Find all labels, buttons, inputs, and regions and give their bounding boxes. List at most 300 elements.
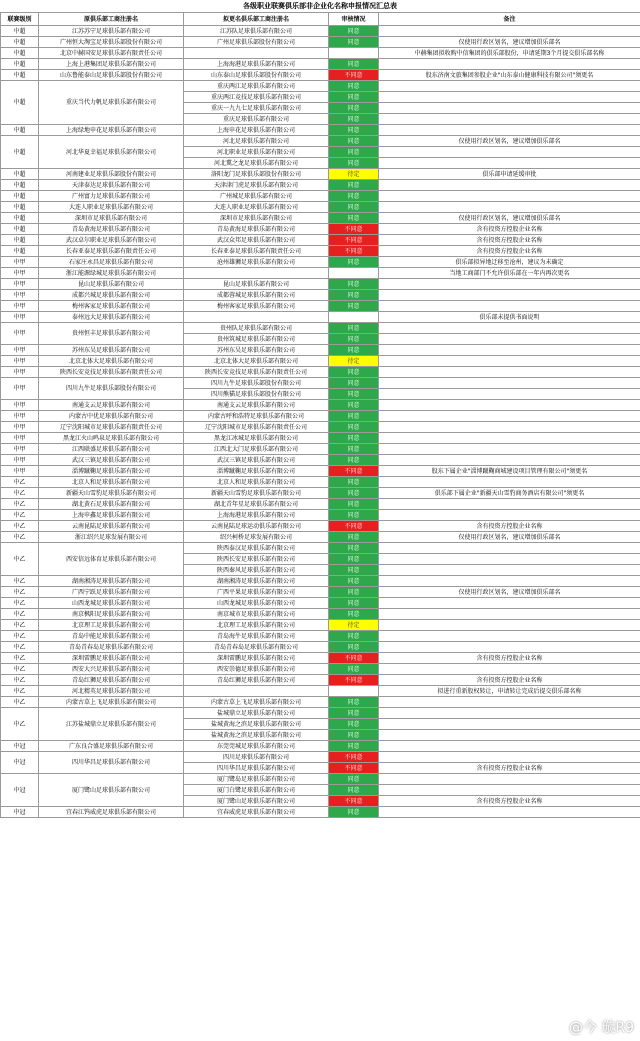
cell-new-name: 陕西秦风足球俱乐部有限公司 bbox=[184, 565, 329, 576]
cell-original-name: 北京北体大足球俱乐部有限公司 bbox=[39, 356, 184, 367]
cell-status: 同意 bbox=[329, 103, 379, 114]
cell-note bbox=[379, 598, 640, 609]
cell-note bbox=[379, 664, 640, 675]
cell-note: 仅使用行政区划名，建议增加俱乐部名 bbox=[379, 587, 640, 598]
cell-note: 含有投资方控股企业名称 bbox=[379, 246, 640, 257]
cell-level: 中超 bbox=[1, 180, 39, 191]
cell-status: 同意 bbox=[329, 532, 379, 543]
cell-new-name: 山西龙城足球俱乐部有限公司 bbox=[184, 598, 329, 609]
table-row bbox=[1, 257, 640, 268]
cell-note bbox=[379, 411, 640, 422]
cell-note bbox=[379, 422, 640, 433]
cell-note bbox=[379, 114, 640, 125]
table-row bbox=[1, 345, 640, 356]
cell-note: 含有投资方控股企业名称 bbox=[379, 521, 640, 532]
cell-note bbox=[379, 807, 640, 818]
cell-status: 不同意 bbox=[329, 235, 379, 246]
cell-note: 仅使用行政区划名，建议增加俱乐部名 bbox=[379, 37, 640, 48]
table-row bbox=[1, 741, 640, 752]
cell-level: 中甲 bbox=[1, 466, 39, 477]
cell-level: 中甲 bbox=[1, 433, 39, 444]
cell-new-name: 陕西长安竞技足球俱乐部有限责任公司 bbox=[184, 367, 329, 378]
cell-new-name: 河北冀之龙足球俱乐部有限公司 bbox=[184, 158, 329, 169]
cell-note bbox=[379, 499, 640, 510]
cell-level: 中超 bbox=[1, 191, 39, 202]
cell-new-name: 盐城鼎立足球俱乐部有限公司 bbox=[184, 708, 329, 719]
cell-note bbox=[379, 609, 640, 620]
table-row bbox=[1, 213, 640, 224]
cell-level: 中乙 bbox=[1, 576, 39, 587]
cell-note: 股东下属企业"淄博蹴鞠商城建设项目管理有限公司"须更名 bbox=[379, 466, 640, 477]
cell-note bbox=[379, 774, 640, 785]
cell-new-name: 上海海港足球俱乐部有限公司 bbox=[184, 510, 329, 521]
table-row bbox=[1, 576, 640, 587]
cell-level: 中超 bbox=[1, 70, 39, 81]
cell-note bbox=[379, 323, 640, 334]
cell-new-name: 深圳雷鹏足球俱乐部有限公司 bbox=[184, 653, 329, 664]
table-row bbox=[1, 444, 640, 455]
cell-status: 同意 bbox=[329, 191, 379, 202]
cell-note bbox=[379, 400, 640, 411]
cell-original-name: 四川九牛足球俱乐部股份有限公司 bbox=[39, 378, 184, 400]
cell-note bbox=[379, 301, 640, 312]
cell-new-name: 厦门白鹭足球俱乐部有限公司 bbox=[184, 785, 329, 796]
cell-status: 同意 bbox=[329, 433, 379, 444]
cell-level: 中乙 bbox=[1, 686, 39, 697]
watermark: @今 璇R9 bbox=[568, 1020, 634, 1036]
cell-original-name: 成都兴城足球俱乐部有限公司 bbox=[39, 290, 184, 301]
cell-status: 同意 bbox=[329, 664, 379, 675]
cell-status: 待定 bbox=[329, 620, 379, 631]
cell-note bbox=[379, 356, 640, 367]
header-original-name: 原俱乐部工商注册名 bbox=[39, 13, 184, 26]
table-row bbox=[1, 653, 640, 664]
cell-level: 中乙 bbox=[1, 631, 39, 642]
cell-level: 中超 bbox=[1, 59, 39, 70]
cell-status: 同意 bbox=[329, 180, 379, 191]
cell-original-name: 江苏盐城鼎立足球俱乐部有限公司 bbox=[39, 708, 184, 741]
cell-new-name: 洛阳龙门足球俱乐部股份有限公司 bbox=[184, 169, 329, 180]
cell-original-name: 山西龙城足球俱乐部有限公司 bbox=[39, 598, 184, 609]
cell-level: 中甲 bbox=[1, 290, 39, 301]
cell-note bbox=[379, 92, 640, 103]
cell-status: 同意 bbox=[329, 114, 379, 125]
table-row bbox=[1, 587, 640, 598]
table-row bbox=[1, 81, 640, 92]
cell-note bbox=[379, 697, 640, 708]
cell-note bbox=[379, 730, 640, 741]
table-header-row bbox=[1, 13, 640, 26]
cell-original-name: 西安信远体育足球俱乐部有限公司 bbox=[39, 543, 184, 576]
cell-new-name: 南通支云足球俱乐部有限公司 bbox=[184, 400, 329, 411]
cell-status: 同意 bbox=[329, 59, 379, 70]
cell-original-name: 青岛中能足球俱乐部有限公司 bbox=[39, 631, 184, 642]
table-row bbox=[1, 323, 640, 334]
cell-new-name: 重庆足球俱乐部有限公司 bbox=[184, 114, 329, 125]
cell-new-name: 上海申花足球俱乐部有限公司 bbox=[184, 125, 329, 136]
cell-original-name: 湖南湘涛足球俱乐部有限公司 bbox=[39, 576, 184, 587]
cell-level: 中甲 bbox=[1, 378, 39, 400]
cell-new-name: 昆山足球俱乐部有限公司 bbox=[184, 279, 329, 290]
cell-original-name: 青岛黄海足球俱乐部有限公司 bbox=[39, 224, 184, 235]
table-row bbox=[1, 37, 640, 48]
table-row bbox=[1, 609, 640, 620]
cell-level: 中乙 bbox=[1, 598, 39, 609]
cell-new-name: 南京城市足球俱乐部有限公司 bbox=[184, 609, 329, 620]
cell-status: 同意 bbox=[329, 400, 379, 411]
cell-status: 同意 bbox=[329, 785, 379, 796]
cell-original-name: 山东鲁能泰山足球俱乐部股份有限公司 bbox=[39, 70, 184, 81]
cell-status: 同意 bbox=[329, 730, 379, 741]
cell-status: 同意 bbox=[329, 554, 379, 565]
cell-level: 中乙 bbox=[1, 499, 39, 510]
cell-level: 中超 bbox=[1, 48, 39, 59]
cell-note bbox=[379, 147, 640, 158]
cell-note bbox=[379, 103, 640, 114]
table-row bbox=[1, 708, 640, 719]
cell-level: 中甲 bbox=[1, 312, 39, 323]
cell-new-name bbox=[184, 48, 329, 59]
table-row bbox=[1, 521, 640, 532]
cell-status: 同意 bbox=[329, 565, 379, 576]
cell-new-name: 北京人和足球俱乐部有限公司 bbox=[184, 477, 329, 488]
cell-status: 同意 bbox=[329, 125, 379, 136]
cell-original-name: 北京中赫国安足球俱乐部有限责任公司 bbox=[39, 48, 184, 59]
cell-new-name: 重庆两江足球俱乐部有限公司 bbox=[184, 81, 329, 92]
cell-note bbox=[379, 26, 640, 37]
table-row bbox=[1, 378, 640, 389]
cell-original-name: 长春亚泰足球俱乐部有限责任公司 bbox=[39, 246, 184, 257]
cell-original-name: 深圳市足球俱乐部有限公司 bbox=[39, 213, 184, 224]
table-row bbox=[1, 411, 640, 422]
cell-note bbox=[379, 719, 640, 730]
cell-status: 同意 bbox=[329, 741, 379, 752]
cell-level: 中乙 bbox=[1, 664, 39, 675]
cell-level: 中超 bbox=[1, 81, 39, 125]
cell-status: 同意 bbox=[329, 444, 379, 455]
table-row bbox=[1, 455, 640, 466]
cell-new-name: 江西北大门足球俱乐部有限公司 bbox=[184, 444, 329, 455]
cell-note: 含有投资方控股企业名称 bbox=[379, 763, 640, 774]
cell-level: 中甲 bbox=[1, 444, 39, 455]
cell-status: 不同意 bbox=[329, 653, 379, 664]
cell-status: 同意 bbox=[329, 378, 379, 389]
cell-status: 同意 bbox=[329, 411, 379, 422]
cell-new-name: 内蒙古草上飞足球俱乐部有限公司 bbox=[184, 697, 329, 708]
table-row bbox=[1, 642, 640, 653]
cell-original-name: 武汉三镇足球俱乐部有限公司 bbox=[39, 455, 184, 466]
cell-new-name: 广西平果足球俱乐部有限公司 bbox=[184, 587, 329, 598]
cell-level: 中乙 bbox=[1, 675, 39, 686]
cell-status: 同意 bbox=[329, 158, 379, 169]
cell-level: 中乙 bbox=[1, 488, 39, 499]
cell-level: 中甲 bbox=[1, 400, 39, 411]
cell-level: 中冠 bbox=[1, 807, 39, 818]
cell-status: 不同意 bbox=[329, 224, 379, 235]
table-row bbox=[1, 675, 640, 686]
cell-note bbox=[379, 785, 640, 796]
table-row bbox=[1, 70, 640, 81]
cell-note: 仅使用行政区划名，建议增加俱乐部名 bbox=[379, 532, 640, 543]
cell-status: 同意 bbox=[329, 334, 379, 345]
cell-level: 中超 bbox=[1, 246, 39, 257]
cell-new-name: 北京理工足球俱乐部有限公司 bbox=[184, 620, 329, 631]
cell-status: 同意 bbox=[329, 213, 379, 224]
cell-note bbox=[379, 455, 640, 466]
cell-status: 同意 bbox=[329, 543, 379, 554]
cell-level: 中乙 bbox=[1, 532, 39, 543]
cell-new-name: 四川华昌足球俱乐部有限公司 bbox=[184, 763, 329, 774]
table-row bbox=[1, 664, 640, 675]
cell-level: 中甲 bbox=[1, 268, 39, 279]
cell-original-name: 上海申鑫足球俱乐部有限公司 bbox=[39, 510, 184, 521]
cell-new-name: 贵州筑城足球俱乐部有限公司 bbox=[184, 334, 329, 345]
cell-original-name: 泰州远大足球俱乐部有限公司 bbox=[39, 312, 184, 323]
cell-new-name: 北京北体大足球俱乐部有限公司 bbox=[184, 356, 329, 367]
cell-status: 不同意 bbox=[329, 521, 379, 532]
cell-original-name: 上海上港集团足球俱乐部有限公司 bbox=[39, 59, 184, 70]
cell-new-name: 广州城足球俱乐部有限公司 bbox=[184, 191, 329, 202]
cell-status: 同意 bbox=[329, 323, 379, 334]
cell-level: 中冠 bbox=[1, 774, 39, 807]
cell-new-name: 陕西泰汉足球俱乐部有限公司 bbox=[184, 543, 329, 554]
cell-note: 俱乐部下属企业"新疆天山雪豹商务酒店有限公司"须更名 bbox=[379, 488, 640, 499]
cell-level: 中乙 bbox=[1, 697, 39, 708]
cell-status: 不同意 bbox=[329, 796, 379, 807]
cell-level: 中超 bbox=[1, 213, 39, 224]
cell-original-name: 重庆当代力帆足球俱乐部有限公司 bbox=[39, 81, 184, 125]
cell-note bbox=[379, 125, 640, 136]
cell-status: 不同意 bbox=[329, 246, 379, 257]
cell-level: 中乙 bbox=[1, 543, 39, 576]
cell-status: 同意 bbox=[329, 576, 379, 587]
cell-original-name: 江西联盛足球俱乐部有限公司 bbox=[39, 444, 184, 455]
cell-new-name: 深圳市足球俱乐部有限公司 bbox=[184, 213, 329, 224]
cell-new-name: 沧州雄狮足球俱乐部有限公司 bbox=[184, 257, 329, 268]
cell-status: 同意 bbox=[329, 609, 379, 620]
cell-new-name: 湖北青年星足球俱乐部有限公司 bbox=[184, 499, 329, 510]
cell-new-name: 四川九牛足球俱乐部股份有限公司 bbox=[184, 378, 329, 389]
cell-note bbox=[379, 565, 640, 576]
cell-note bbox=[379, 642, 640, 653]
cell-note: 俱乐部申请延缓审批 bbox=[379, 169, 640, 180]
table-row bbox=[1, 235, 640, 246]
cell-level: 中超 bbox=[1, 26, 39, 37]
cell-level: 中甲 bbox=[1, 455, 39, 466]
table-row bbox=[1, 279, 640, 290]
table-row bbox=[1, 301, 640, 312]
table-row bbox=[1, 290, 640, 301]
cell-new-name: 东莞莞城足球俱乐部有限公司 bbox=[184, 741, 329, 752]
cell-note bbox=[379, 378, 640, 389]
cell-status: 同意 bbox=[329, 202, 379, 213]
cell-original-name: 梅州客家足球俱乐部有限公司 bbox=[39, 301, 184, 312]
cell-level: 中超 bbox=[1, 169, 39, 180]
table-row bbox=[1, 136, 640, 147]
cell-new-name: 辽宁沈阳城市足球俱乐部有限责任公司 bbox=[184, 422, 329, 433]
cell-original-name: 石家庄永昌足球俱乐部有限公司 bbox=[39, 257, 184, 268]
cell-level: 中超 bbox=[1, 125, 39, 136]
cell-original-name: 云南昆陆足球俱乐部有限公司 bbox=[39, 521, 184, 532]
table-row bbox=[1, 312, 640, 323]
cell-new-name: 长春亚泰足球俱乐部有限责任公司 bbox=[184, 246, 329, 257]
cell-original-name: 河南建业足球俱乐部股份有限公司 bbox=[39, 169, 184, 180]
cell-new-name: 大连人职业足球俱乐部有限公司 bbox=[184, 202, 329, 213]
cell-note bbox=[379, 510, 640, 521]
cell-new-name: 宜春威虎足球俱乐部有限公司 bbox=[184, 807, 329, 818]
cell-note bbox=[379, 81, 640, 92]
cell-level: 中超 bbox=[1, 202, 39, 213]
cell-original-name: 上海绿地申花足球俱乐部有限公司 bbox=[39, 125, 184, 136]
cell-note bbox=[379, 191, 640, 202]
cell-level: 中甲 bbox=[1, 422, 39, 433]
cell-note bbox=[379, 290, 640, 301]
cell-new-name: 四川足球俱乐部有限公司 bbox=[184, 752, 329, 763]
cell-new-name: 河北足球俱乐部有限公司 bbox=[184, 136, 329, 147]
cell-new-name: 青岛红狮足球俱乐部有限公司 bbox=[184, 675, 329, 686]
cell-original-name: 浙江能源绿城足球俱乐部有限公司 bbox=[39, 268, 184, 279]
cell-status: 同意 bbox=[329, 26, 379, 37]
cell-new-name: 云南昆陆足球运动俱乐部有限公司 bbox=[184, 521, 329, 532]
cell-level: 中超 bbox=[1, 224, 39, 235]
cell-level: 中冠 bbox=[1, 741, 39, 752]
cell-status: 同意 bbox=[329, 301, 379, 312]
table-row bbox=[1, 774, 640, 785]
cell-original-name: 内蒙古中优足球俱乐部有限公司 bbox=[39, 411, 184, 422]
header-new-name: 拟更名俱乐部工商注册名 bbox=[184, 13, 329, 26]
table-row bbox=[1, 433, 640, 444]
cell-note bbox=[379, 158, 640, 169]
header-status: 审核情况 bbox=[329, 13, 379, 26]
table-row bbox=[1, 510, 640, 521]
cell-status: 同意 bbox=[329, 81, 379, 92]
cell-status: 待定 bbox=[329, 169, 379, 180]
cell-status: 同意 bbox=[329, 136, 379, 147]
cell-status: 同意 bbox=[329, 807, 379, 818]
cell-level: 中乙 bbox=[1, 708, 39, 741]
table-row bbox=[1, 367, 640, 378]
cell-new-name: 重庆两江竞技足球俱乐部有限公司 bbox=[184, 92, 329, 103]
cell-new-name: 成都蓉城足球俱乐部有限公司 bbox=[184, 290, 329, 301]
table-row bbox=[1, 224, 640, 235]
table-row bbox=[1, 422, 640, 433]
cell-original-name: 河北华夏幸福足球俱乐部有限公司 bbox=[39, 136, 184, 169]
cell-level: 中乙 bbox=[1, 510, 39, 521]
table-row bbox=[1, 191, 640, 202]
cell-original-name: 南通支云足球俱乐部有限公司 bbox=[39, 400, 184, 411]
cell-original-name: 广西宁跃足球俱乐部有限公司 bbox=[39, 587, 184, 598]
cell-new-name: 青岛黄海足球俱乐部有限公司 bbox=[184, 224, 329, 235]
table-row bbox=[1, 169, 640, 180]
cell-new-name: 武汉众邦足球俱乐部有限公司 bbox=[184, 235, 329, 246]
table-row bbox=[1, 631, 640, 642]
cell-status bbox=[329, 312, 379, 323]
cell-original-name: 贵州恒丰足球俱乐部有限公司 bbox=[39, 323, 184, 345]
table-row bbox=[1, 48, 640, 59]
cell-new-name: 贵州队足球俱乐部有限公司 bbox=[184, 323, 329, 334]
cell-original-name: 内蒙古草上飞足球俱乐部有限公司 bbox=[39, 697, 184, 708]
cell-level: 中乙 bbox=[1, 620, 39, 631]
cell-new-name: 盐城黄海之滨足球俱乐部有限公司 bbox=[184, 730, 329, 741]
cell-new-name: 青岛海牛足球俱乐部有限公司 bbox=[184, 631, 329, 642]
cell-note bbox=[379, 543, 640, 554]
cell-original-name: 青岛红狮足球俱乐部有限公司 bbox=[39, 675, 184, 686]
table-row bbox=[1, 268, 640, 279]
cell-level: 中超 bbox=[1, 235, 39, 246]
table-row bbox=[1, 499, 640, 510]
cell-status: 不同意 bbox=[329, 763, 379, 774]
cell-new-name: 厦门鹭山足球俱乐部有限公司 bbox=[184, 796, 329, 807]
cell-status: 同意 bbox=[329, 279, 379, 290]
table-row bbox=[1, 532, 640, 543]
cell-status: 不同意 bbox=[329, 675, 379, 686]
cell-note: 含有投资方控股企业名称 bbox=[379, 235, 640, 246]
cell-new-name: 淄博蹴鞠足球俱乐部有限公司 bbox=[184, 466, 329, 477]
cell-level: 中甲 bbox=[1, 323, 39, 345]
cell-note: 股东济南文旅集团参股企业"山东泰山健康科技有限公司"须更名 bbox=[379, 70, 640, 81]
cell-note bbox=[379, 708, 640, 719]
cell-note bbox=[379, 367, 640, 378]
cell-status: 同意 bbox=[329, 257, 379, 268]
cell-original-name: 西安大兴足球俱乐部有限公司 bbox=[39, 664, 184, 675]
cell-new-name: 广州足球俱乐部股份有限公司 bbox=[184, 37, 329, 48]
cell-note bbox=[379, 279, 640, 290]
cell-status: 同意 bbox=[329, 774, 379, 785]
table-row bbox=[1, 400, 640, 411]
cell-note bbox=[379, 477, 640, 488]
cell-note: 含有投资方控股企业名称 bbox=[379, 224, 640, 235]
cell-status: 同意 bbox=[329, 422, 379, 433]
cell-new-name: 四川熊猫足球俱乐部股份有限公司 bbox=[184, 389, 329, 400]
cell-level: 中甲 bbox=[1, 301, 39, 312]
table-row bbox=[1, 26, 640, 37]
cell-new-name bbox=[184, 268, 329, 279]
table-row bbox=[1, 620, 640, 631]
cell-new-name: 湖南湘涛足球俱乐部有限公司 bbox=[184, 576, 329, 587]
table-row bbox=[1, 477, 640, 488]
cell-level: 中乙 bbox=[1, 642, 39, 653]
cell-note: 当地工商部门不允许俱乐部在一年内再次更名 bbox=[379, 268, 640, 279]
cell-level: 中甲 bbox=[1, 279, 39, 290]
table-row bbox=[1, 180, 640, 191]
cell-status: 同意 bbox=[329, 37, 379, 48]
cell-note bbox=[379, 444, 640, 455]
cell-new-name: 西安崇德足球俱乐部有限公司 bbox=[184, 664, 329, 675]
table-row bbox=[1, 466, 640, 477]
cell-status: 同意 bbox=[329, 477, 379, 488]
cell-level: 中超 bbox=[1, 136, 39, 169]
cell-original-name: 南京枫阳足球俱乐部有限公司 bbox=[39, 609, 184, 620]
table-row bbox=[1, 807, 640, 818]
cell-original-name: 广东良合盛足球俱乐部有限公司 bbox=[39, 741, 184, 752]
cell-level: 中乙 bbox=[1, 521, 39, 532]
cell-note bbox=[379, 741, 640, 752]
cell-note: 仅使用行政区划名，建议增加俱乐部名 bbox=[379, 136, 640, 147]
cell-note bbox=[379, 620, 640, 631]
cell-status: 同意 bbox=[329, 719, 379, 730]
cell-status bbox=[329, 48, 379, 59]
cell-new-name: 梅州客家足球俱乐部有限公司 bbox=[184, 301, 329, 312]
cell-status bbox=[329, 686, 379, 697]
cell-note: 仅使用行政区划名，建议增加俱乐部名 bbox=[379, 213, 640, 224]
cell-original-name: 湖北黄石足球俱乐部有限公司 bbox=[39, 499, 184, 510]
table-row bbox=[1, 697, 640, 708]
cell-level: 中乙 bbox=[1, 477, 39, 488]
cell-new-name: 盐城黄海之滨足球俱乐部有限公司 bbox=[184, 719, 329, 730]
cell-note bbox=[379, 180, 640, 191]
cell-original-name: 青岛青春岛足球俱乐部有限公司 bbox=[39, 642, 184, 653]
cell-note: 俱乐部拟异地迁移至沧州，建议为未确定 bbox=[379, 257, 640, 268]
